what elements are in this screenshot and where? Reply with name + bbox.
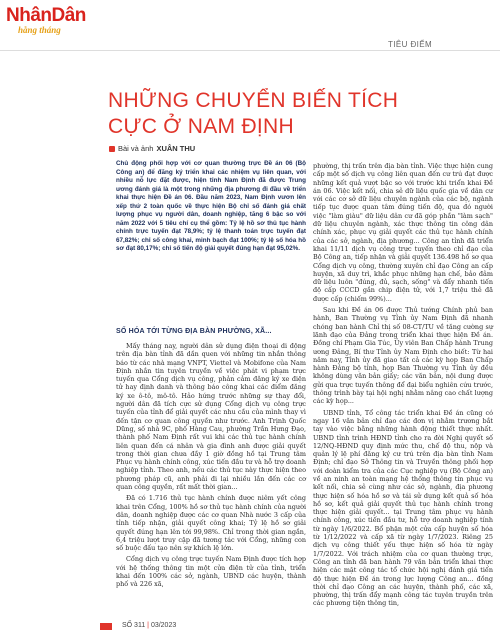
paragraph: phường, thị trấn trên địa bàn tỉnh. Việc thực hiện cung cấp một số dịch vụ công liên quan đến cư trú đạt được những kết quả vượt bậc so với trước khi triển khai Đề án 06. Việc kết nối, chia sẻ dữ liệu quốc gia về dân cư với các cơ sở dữ liệu chuyên ngành của các bộ, ngành tiếp tục được quan tâm đúng tiến độ, qua đó người việc "làm giàu" dữ liệu dân cư đã góp phần "làm sạch" dữ liệu chuyên ngành, xác thực thông tin công dân chính xác, phục vụ giải quyết các thủ tục hành chính của các sở, ngành, địa phương... Công an tỉnh đã triển khai 11/11 dịch vụ công trực tuyến theo chỉ đạo của Bộ Công an, tiếp nhận và giải quyết 136.498 hồ sơ qua Cổng dịch vụ công, thường xuyên chỉ đạo Công an cấp huyện, xã duy trì, khắc phục những hạn chế, bảo đảm dữ liệu luôn "đúng, đủ, sạch, sống" và đẩy nhanh tiến độ cấp CCCD gắn chip điện tử, với 1,7 triệu thẻ đã được cấp (chiếm 99%)... (313, 162, 493, 303)
footer-accent-bar (100, 623, 112, 630)
paragraph: Đã có 1.716 thủ tục hành chính được niêm yết công khai trên Cổng, 100% hồ sơ thủ tục hành chính của người dân, doanh nghiệp được các cơ quan Nhà nước 3 cấp của tỉnh tiếp nhận, giải quyết công khai; Tỷ lệ hồ sơ giải quyết đúng hạn lên tới 99,98%. Chỉ trong thời gian ngắn, 6,4 triệu lượt truy cập đã tương tác với Cổng, những con số buộc đấu tạo nên sự khích lệ lớn. (116, 494, 306, 553)
logo-sub-text: hằng tháng (18, 25, 61, 35)
section-label: TIÊU ĐIỂM (388, 40, 433, 49)
byline (109, 144, 195, 153)
issue-separator: | (147, 622, 151, 629)
body-column-left (116, 342, 306, 592)
issue-number: SỐ 311 (122, 622, 146, 629)
paragraph: UBND tỉnh, Tổ công tác triển khai Đề án cũng có ngay 16 văn bản chỉ đạo các đơn vị nhằm trương bắt tay vào việc bằng những hành động thiết thực nhất. UBND tỉnh trình HĐND tỉnh cho ra đời Nghị quyết số 12/NQ-HĐND quy định mức thu, chế độ thu, nộp và quản lý lệ phí đăng ký cư trú trên địa bàn tỉnh Nam Định; chỉ đạo Sở Thông tin và Truyền thông phối hợp với doàn kiểm tra của các Cục nghiệp vụ (Bộ Công an) về an ninh an toàn mạng hệ thống thông tin phục vụ kết nối, chia sẻ cùng như các sở, ngành, địa phương thực hiện số hóa hồ sơ và tái sử dụng kết quả số hóa hồ sơ, kết quả giải quyết thủ tục hành chính trong thực hiện giải quyết... tại Trung tâm phục vụ hành chính công, xúc tiến đầu tư, hỗ trợ doanh nghiệp tính từ ngày 1/6/2022. Bổ phận một cửa cấp huyện số hóa từ 1/12/2022 và cấp xã từ ngày 1/7/2023. Riêng 25 dịch vụ công thiết yếu thực hiện số hóa từ ngày 1/7/2022. Với trách nhiệm của cơ quan thường trực, Công an tỉnh đã ban hành 79 văn bản triển khai thực hiện các mặt công tác tổ chức hội nghị đánh giá tiến độ thực hiện Đề án trong lực lượng Công an... đồng thời chỉ đạo Công an các huyện, thành phố, các xã, phường, thị trấn đẩy mạnh công tác tuyên truyền trên các phương tiện thông tin, (313, 408, 493, 608)
header-divider (0, 50, 500, 51)
newspaper-logo (6, 6, 106, 42)
paragraph: Cổng dịch vụ công trực tuyến Nam Định được tích hợp với hệ thống thông tin một cửa điện tử của tỉnh, triển khai đến 100% các sở, ngành, UBND các huyện, thành phố và 226 xã, (116, 555, 306, 589)
article-lead: Chủ động phối hợp với cơ quan thường trực Đề án 06 (Bộ Công an) để đăng ký triển khai các nhiệm vụ liên quan, với nhiều nỗ lực đặt được, hiện tỉnh Nam Định đã được Trung ương đánh giá là một trong những địa phương đi đầu về triển khai thực hiện Đề án 06. Đầu năm 2023, Nam Định vươn lên xếp thứ 2 toàn quốc về thực hiện Bộ chỉ số đánh giá chất lượng phục vụ người dân, doanh nghiệp, tăng 6 bậc so với năm 2022 với 5 tiêu chí cụ thể gồm: Tỷ lệ hồ sơ thủ tục hành chính trực tuyến đạt 78,9%; tỷ lệ thanh toán trực tuyến đạt 67,82%; chỉ số công khai, minh bạch đạt 100%; tỷ lệ số hóa hồ sơ đạt 80,17%; chỉ số tiến độ giải quyết đúng hạn đạt 95,02%. (116, 160, 306, 252)
logo-main-text: NhânDân (6, 5, 86, 26)
article-title: NHỮNG CHUYỂN BIẾN TÍCH CỰC Ở NAM ĐỊNH (108, 89, 399, 138)
paragraph: Sau khi Đề án 06 được Thủ tướng Chính phủ ban hành, Ban Thường vụ Tỉnh ủy Nam Định đã nhanh chóng ban hành Chỉ thị số 08-CT/TU về tăng cường sự lãnh đạo của Đảng trong triển khai thực hiện Đề án. Đồng chí Phạm Gia Túc, Ủy viên Ban Chấp hành Trung ương Đảng, Bí thư Tỉnh ủy Nam Định cho biết: Từ hai năm nay, Tỉnh ủy đã giao tất cả các kỳ họp Ban Chấp hành Đảng bộ tỉnh, họp Ban Thường vụ Tỉnh ủy đều không dùng văn bản giấy; các văn bản, nội dung được gửi qua trực tuyến thông để đại biểu nghiên cứu trước, thông trình bày tại hội nghị nhằm nâng cao chất lượng các kỳ họp... (313, 306, 493, 406)
body-column-right (313, 162, 493, 611)
byline-author: XUÂN THU (156, 144, 196, 153)
paragraph: Mấy tháng nay, người dân sử dụng điện thoại di động trên địa bàn tỉnh đã dần quen với những tin nhắn thông báo từ các nhà mạng VNPT, Viettel và Mobifone của Nam Định nhắn tin tuyên truyền về việc phát vi phạm trực tuyến qua Cổng dịch vụ công, phản cảm đăng ký xe điện tử hay định danh và thông báo công khai các điểm đăng ký xe ô-tô, mô-tô. Hảo hứng trước những sự thay đổi, người dân đã tích cực sử dụng Cổng dịch vụ công trực tuyến của tỉnh để giải quyết các nhu cầu của mình thay vì đến tận cơ quan công quyền như trước. Anh Trịnh Quốc Dũng, số nhà 9C, phố Hàng Cau, phường Trần Hưng Đạo, thành phố Nam Định rất vui khi các thủ tục hành chính liên quan đến cá nhân và gia đình anh được giải quyết trong thời gian chưa đầy 1 giờ đồng hồ tại Trung tâm Phục vụ hành chính công, xúc tiến đầu tư và hỗ trợ doanh nghiệp tỉnh. Theo anh, nếu các thủ tục này thực hiện theo phương pháp cũ, anh phải đi lại nhiều lần đến các cơ quan công quyền, rất mất thời gian... (116, 342, 306, 492)
section-subhead: SỐ HÓA TỚI TỪNG ĐỊA BÀN PHƯỜNG, XÃ... (116, 328, 272, 335)
byline-prefix: Bài và ảnh (118, 144, 154, 153)
byline-bullet-icon (109, 146, 115, 152)
page-footer (0, 618, 500, 637)
issue-date: 03/2023 (150, 622, 177, 629)
issue-info (122, 622, 176, 629)
